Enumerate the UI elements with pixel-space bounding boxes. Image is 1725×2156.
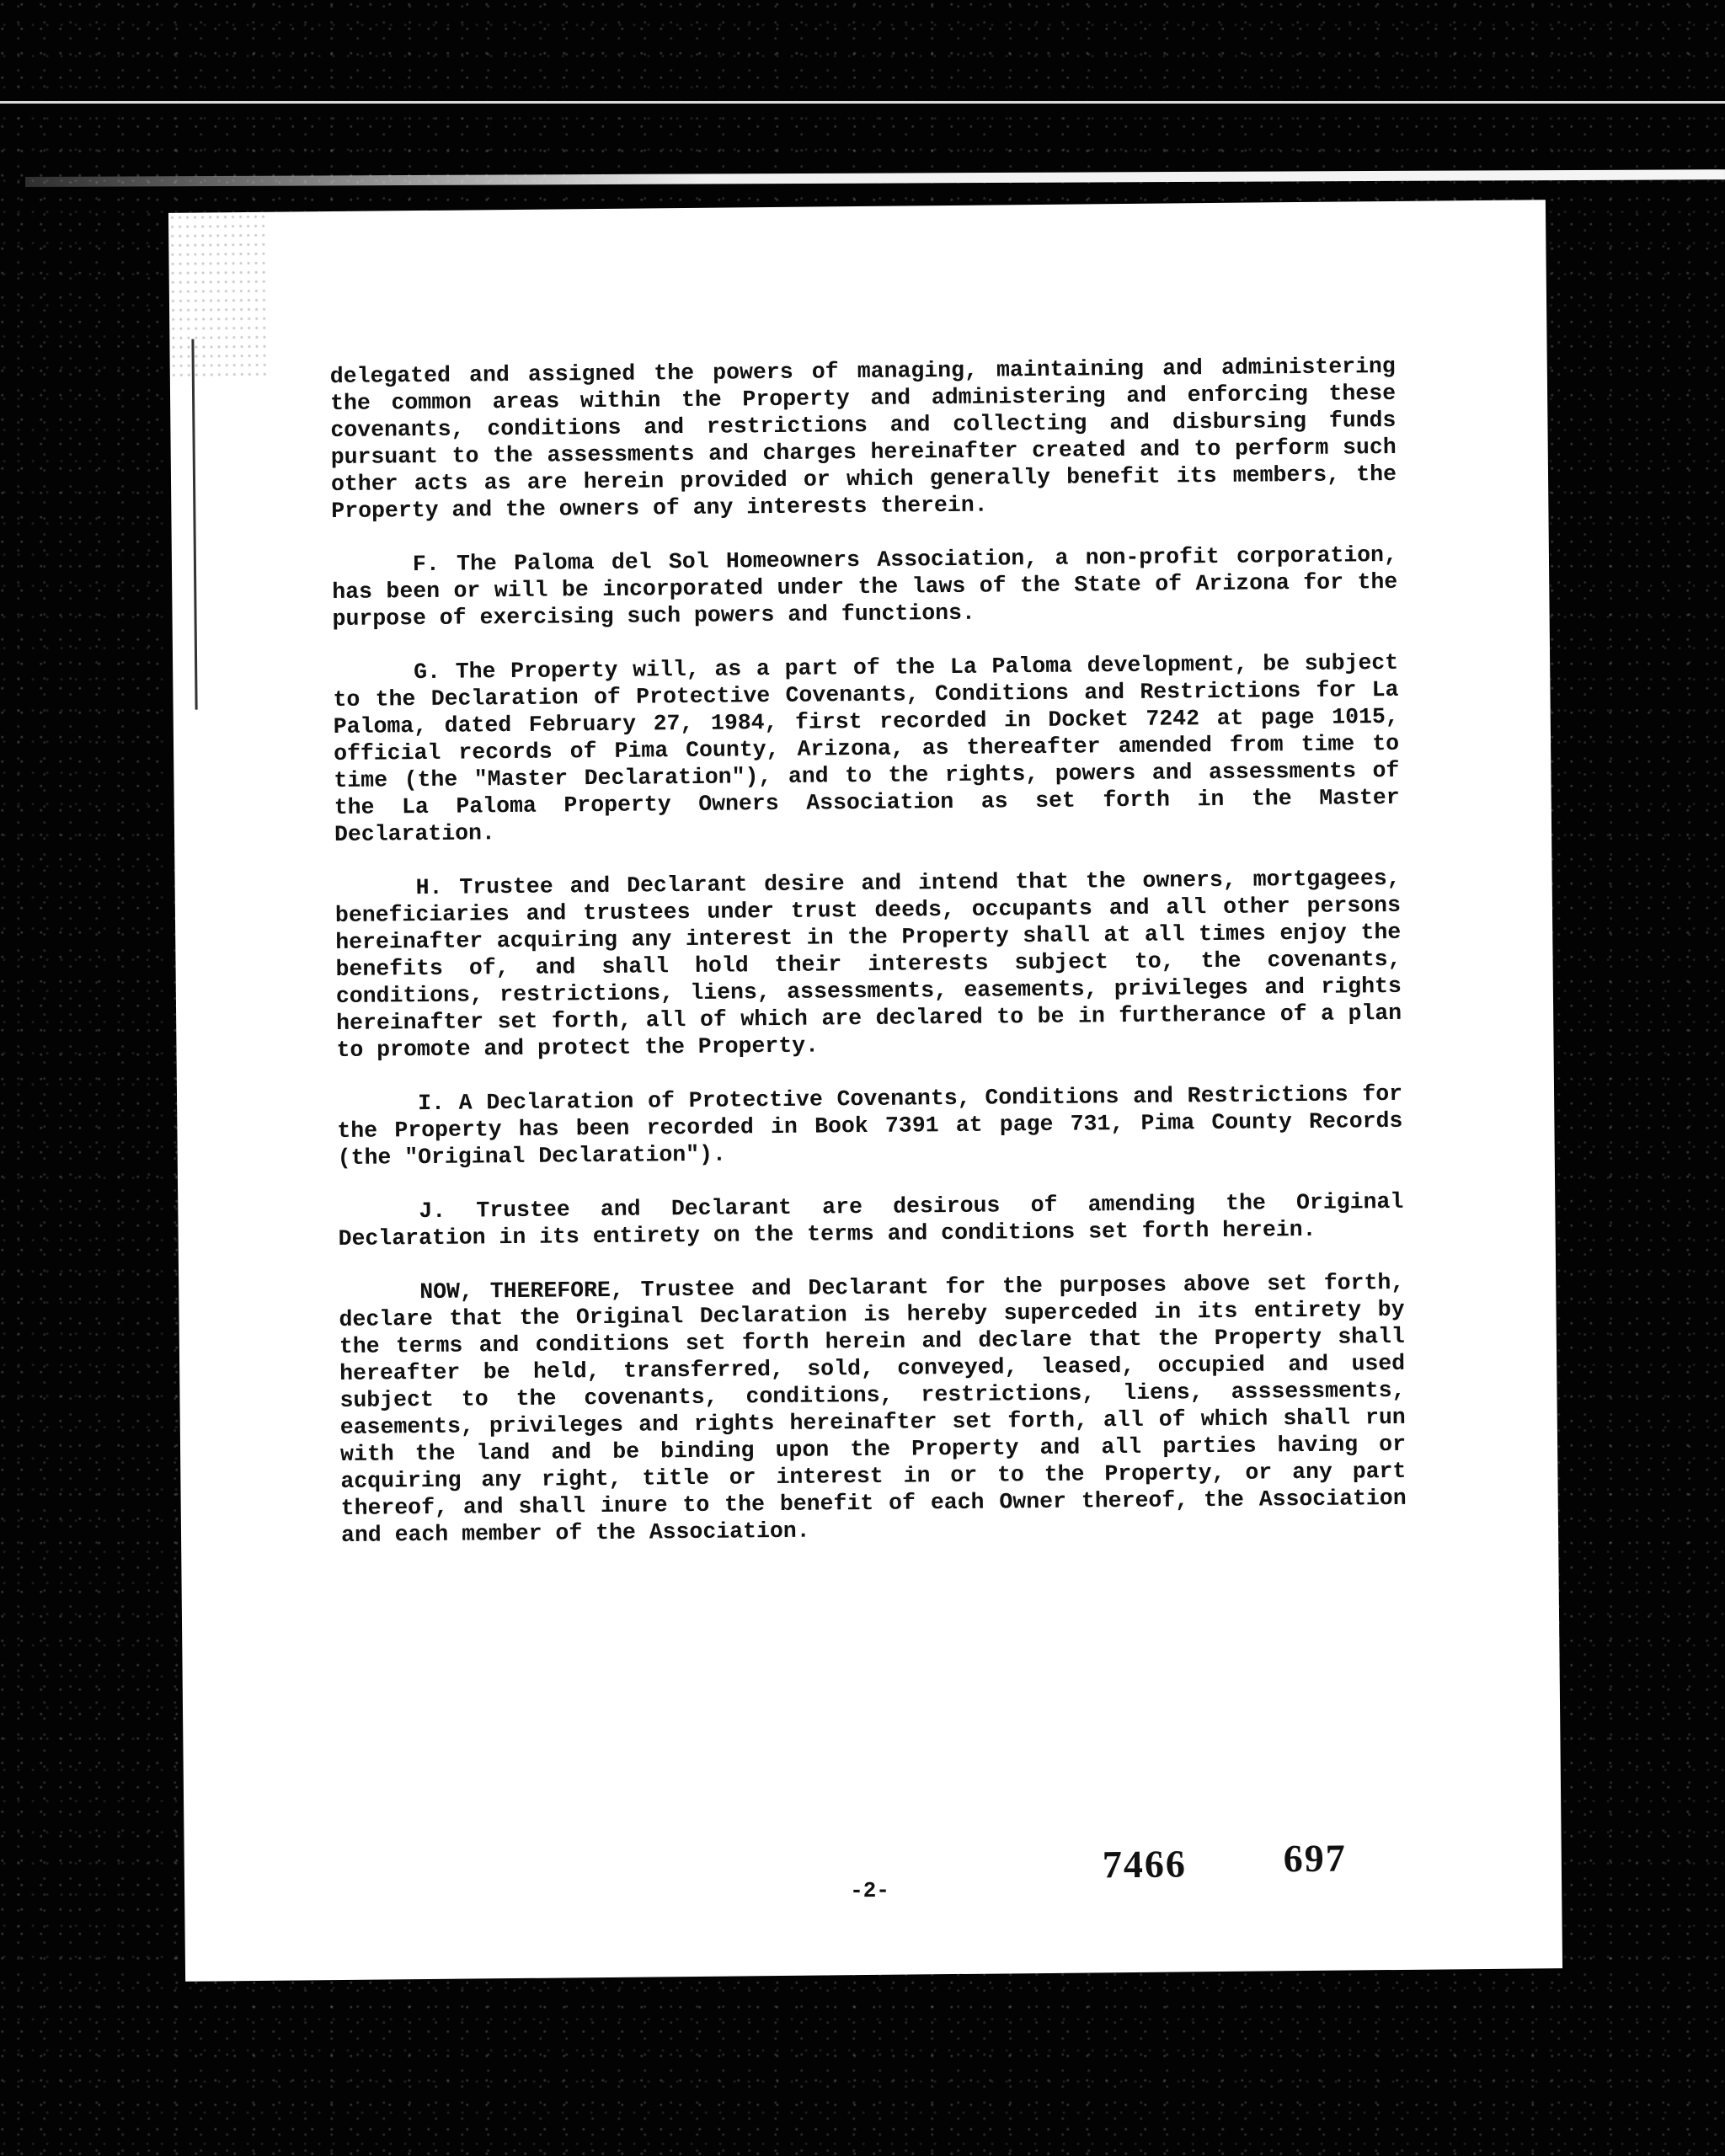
page-corner-noise	[168, 212, 271, 382]
paragraph-h: H. Trustee and Declarant desire and intend that the owners, mortgagees, beneficiaries and trustees under trust deeds, occupants and all other persons hereinafter acquiring any interest in the Property shall at all times enjoy the benefits of, and shall hold their interests subject to, the covenants, conditions, restrictions, liens, assessments, easements, privileges and rights hereinafter set forth, all of which are declared to be in furtherance of a plan to promote and protect the Property.	[334, 865, 1402, 1064]
document-page	[168, 200, 1562, 1982]
document-body	[330, 353, 1407, 1576]
paragraph-g: G. The Property will, as a part of the La Paloma development, be subject to the Declaration of Protective Covenants, Conditions and Restrictions for La Paloma, dated February 27, 1984, first recorded in Docket 7242 at page 1015, official records of Pima County, Arizona, as thereafter amended from time to time (the "Master Declaration"), and to the rights, powers and assessments of the La Paloma Property Owners Association as set forth in the Master Declaration.	[333, 649, 1400, 848]
paragraph-continuation: delegated and assigned the powers of managing, maintaining and administering the common areas within the Property and administering and enforcing these covenants, conditions and restrictions and collecting and disbursing funds pursuant to the assessments and charges hereinafter created and to perform such other acts as are herein provided or which generally benefit its members, the Property and the owners of any interests therein.	[329, 353, 1397, 525]
recording-page-number: 697	[1283, 1836, 1348, 1881]
recording-book-number: 7466	[1102, 1842, 1188, 1886]
paragraph-j: J. Trustee and Declarant are desirous of amending the Original Declaration in its entirety on the terms and conditions set forth herein.	[338, 1188, 1404, 1252]
paragraph-f: F. The Paloma del Sol Homeowners Association, a non-profit corporation, has been or will be incorporated under the laws of the State of Arizona for the purpose of exercising such powers and functions.	[332, 542, 1398, 632]
paragraph-i: I. A Declaration of Protective Covenants, Conditions and Restrictions for the Property has been recorded in Book 7391 at page 731, Pima County Records (the "Original Declaration").	[337, 1081, 1403, 1171]
page-number: -2-	[849, 1877, 890, 1904]
page-margin-line	[191, 339, 197, 710]
paragraph-now-therefore: NOW, THEREFORE, Trustee and Declarant for the purposes above set forth, declare that the Original Declaration is hereby superceded in its entirety by the terms and conditions set forth herein and declare that the Property shall hereafter be held, transferred, sold, conveyed, leased, occupied and used subject to the covenants, conditions, restrictions, liens, asssessments, easements, privileges and rights hereinafter set forth, all of which shall run with the land and be binding upon the Property and all parties having or acquiring any right, title or interest in or to the Property, or any part thereof, and shall inure to the benefit of each Owner thereof, the Association and each member of the Association.	[339, 1269, 1407, 1548]
scanner-top-rule	[0, 101, 1725, 104]
